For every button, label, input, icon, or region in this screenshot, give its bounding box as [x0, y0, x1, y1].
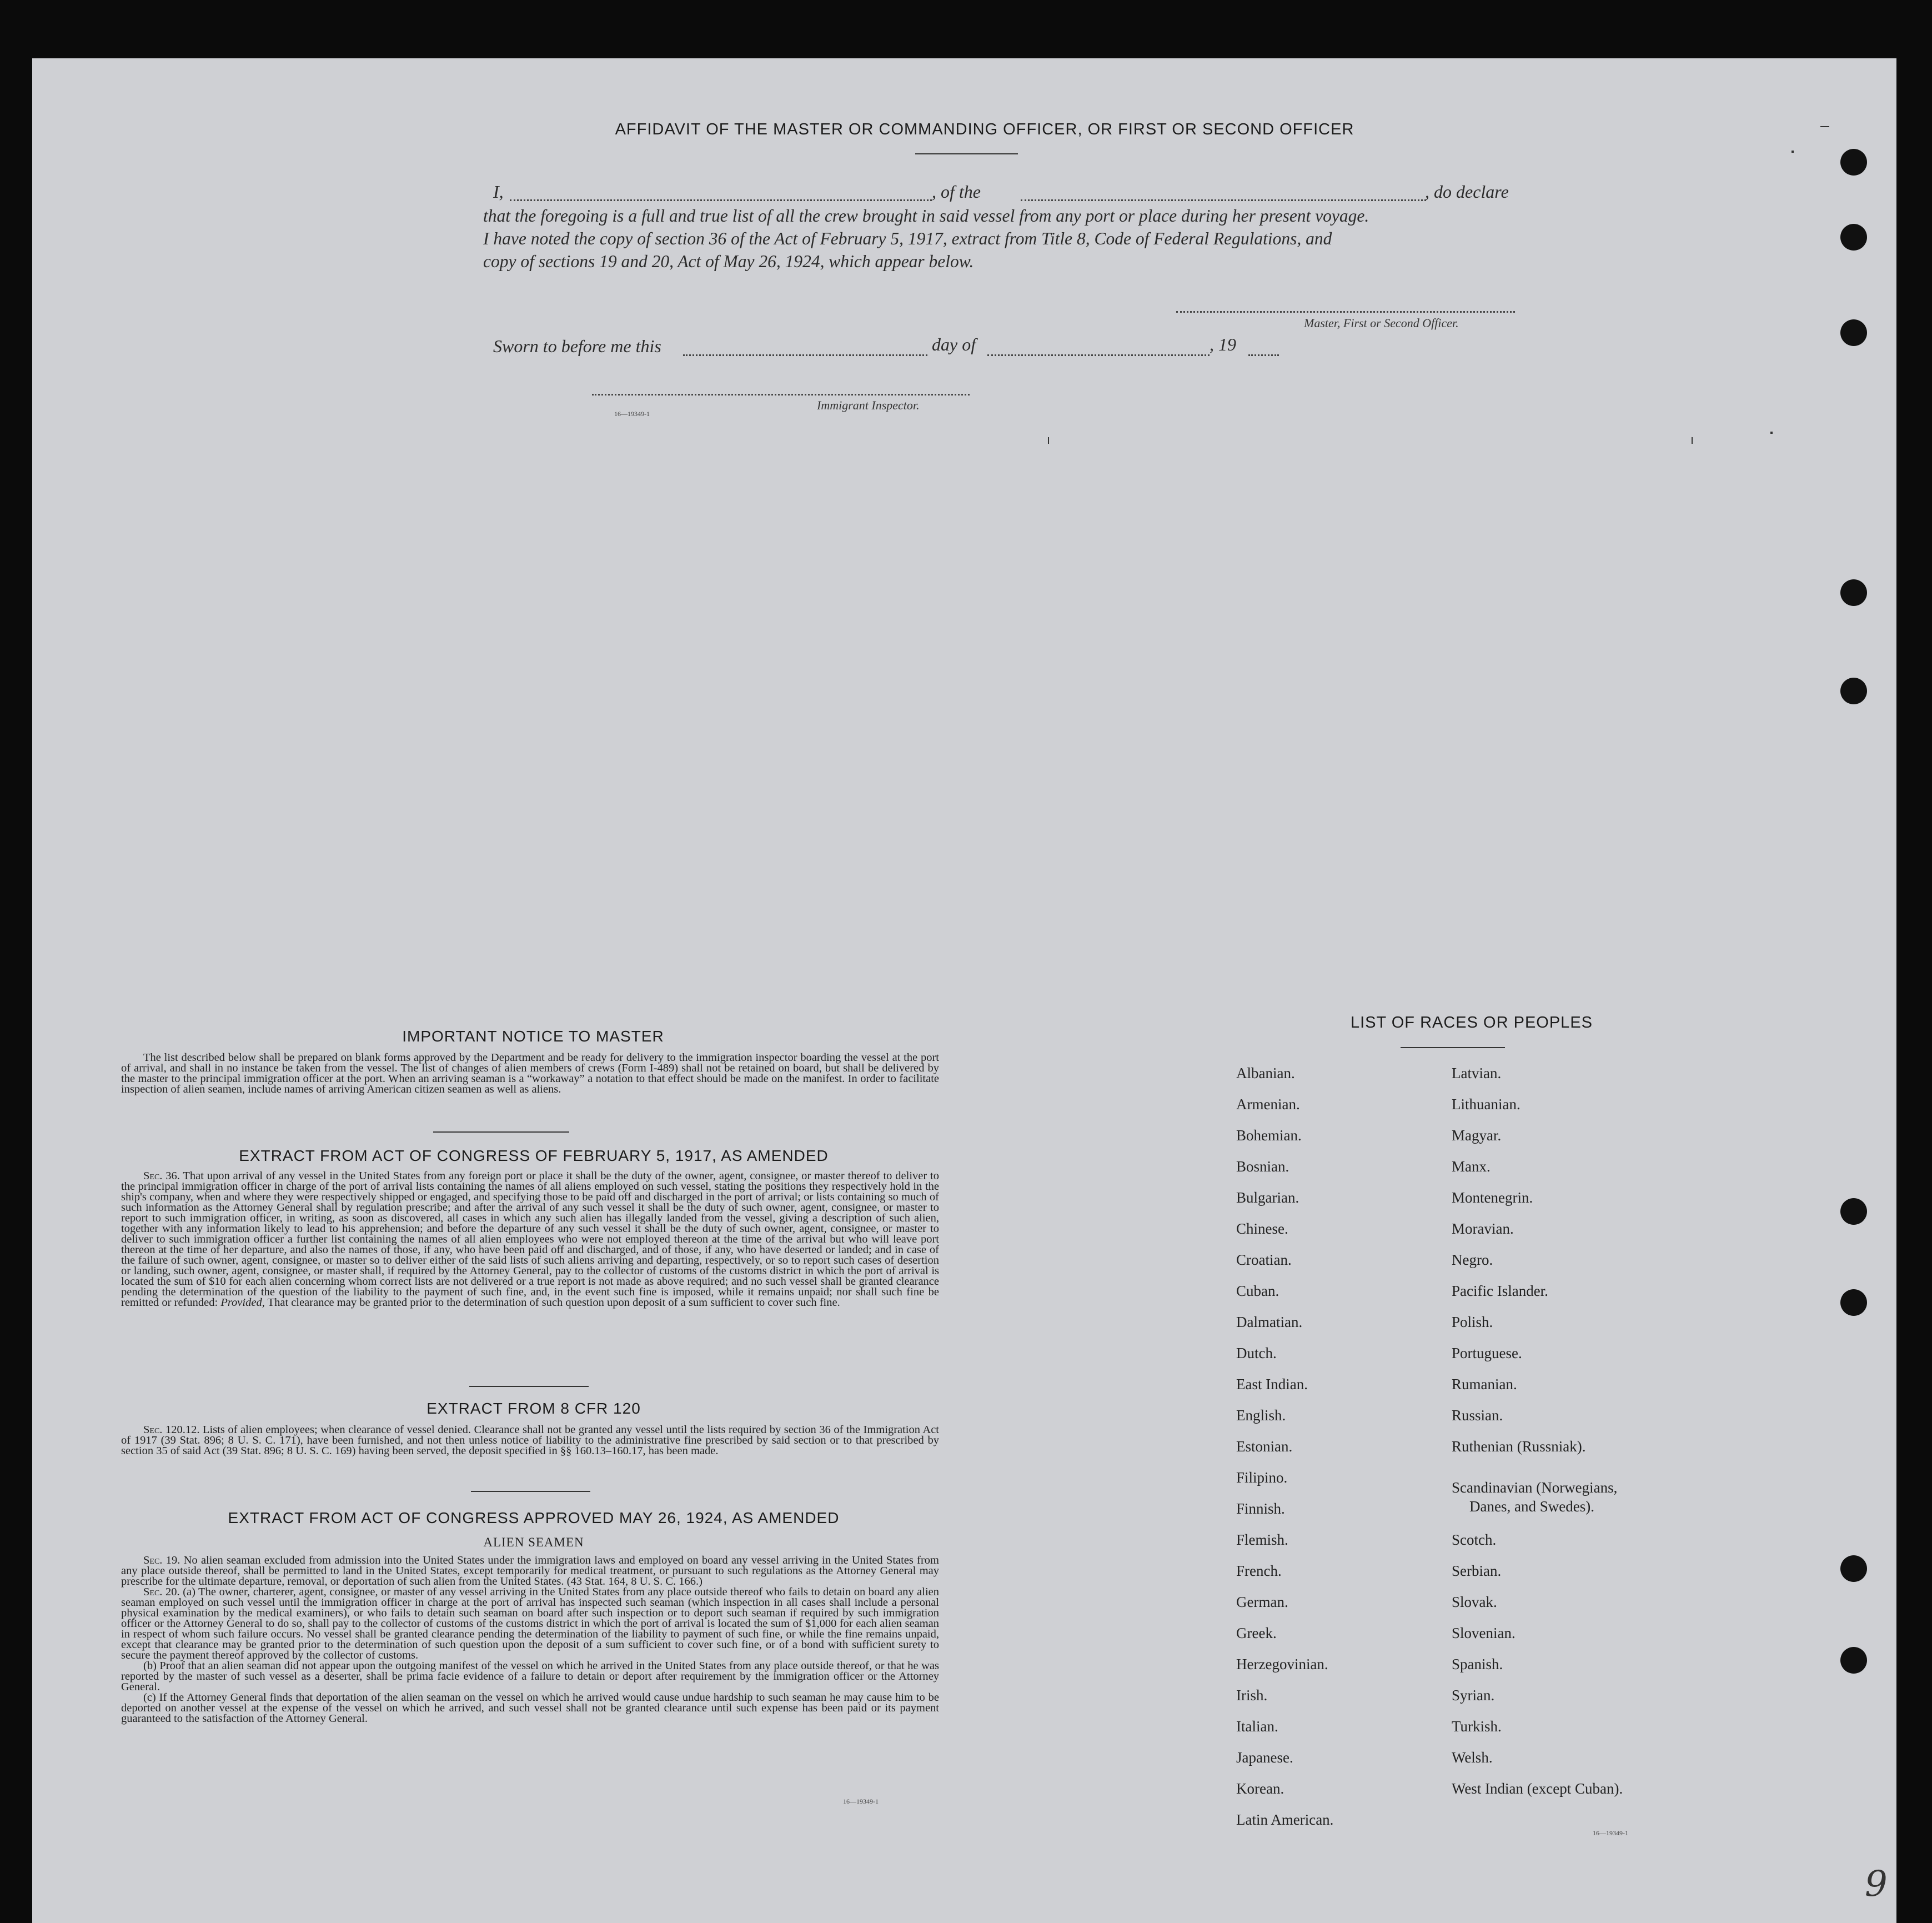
- scan-speck: [1820, 126, 1829, 127]
- race-flemish: Flemish.: [1236, 1531, 1288, 1548]
- notice-rule: [433, 1131, 569, 1133]
- race-manx: Manx.: [1452, 1158, 1491, 1175]
- provided-label: Provided,: [220, 1296, 265, 1309]
- extract-cfr-rule: [471, 1491, 590, 1492]
- race-slovenian: Slovenian.: [1452, 1625, 1516, 1641]
- race-greek: Greek.: [1236, 1625, 1277, 1641]
- punch-hole: [1840, 149, 1867, 176]
- scan-speck: [1770, 432, 1773, 434]
- race-serbian: Serbian.: [1452, 1563, 1502, 1579]
- punch-hole: [1840, 1555, 1867, 1582]
- punch-hole: [1840, 1647, 1867, 1674]
- punch-hole: [1840, 1289, 1867, 1316]
- sec-20a-body: (a) The owner, charterer, agent, consignee, or master of any vessel arriving in the United States from any place outside thereof who fails to detain on board any alien seaman employed on such vessel until the immigration officer in charge at the port of arrival has inspected such seaman (which inspection in all cases shall include a personal physical examination by the medical examiners), or who fails to detain such seaman on board after such inspection or to deport such seaman if required by such immigration officer or the Attorney General to do so, shall pay to the collector of customs of the customs district in which the port of arrival is located the sum of $1,000 for each alien seaman in respect of whom such failure occurs. No vessel shall be granted clearance pending the determination of the liability to payment of such fine, or while the fine remains unpaid, except that clearance may be granted prior to the determination of such question upon the deposit of a sum sufficient to cover such fine, or of a bond with sufficient surety to secure the payment thereof approved by the collector of customs.: [121, 1586, 940, 1661]
- races-title-rule: [1401, 1047, 1505, 1048]
- race-scandinavian: Scandinavian (Norwegians,: [1452, 1479, 1618, 1496]
- sec-20b-text: (b) Proof that an alien seaman did not appear upon the outgoing manifest of the vessel on which he arrived in the United States from any place outside thereof, or that he was reported by the master of such vessel as a deserter, shall be prima facie evidence of a failure to detain or deport after requirement by the immigration officer or the Attorney General.: [121, 1660, 939, 1693]
- sec-120-body: Lists of alien employees; when clearance of vessel denied. Clearance shall not be granted any vessel until the lists required by section 36 of the Immigration Act of 1917 (39 Stat. 896; 8 U. S. C. 171), have been furnished, and not then unless notice of liability to the administrative fine prescribed by said section or to that prescribed by section 35 of said Act (39 Stat. 896; 8 U. S. C. 169) having been served, the deposit specified in §§ 160.13–160.17, has been made.: [121, 1424, 939, 1457]
- proviso-text: That clearance may be granted prior to the determination of such question upon deposit of a sum sufficient to cover such fine.: [267, 1296, 840, 1309]
- extract-cfr-text: [121, 1425, 939, 1456]
- affidavit-form-number: 16—19349-1: [614, 410, 650, 418]
- extract-1917-title: EXTRACT FROM ACT OF CONGRESS OF FEBRUARY 5, 1917, AS AMENDED: [239, 1147, 829, 1164]
- race-negro: Negro.: [1452, 1251, 1493, 1268]
- extract-1917-text: [121, 1171, 939, 1308]
- race-ruthenian: Ruthenian (Russniak).: [1452, 1438, 1586, 1455]
- race-english: English.: [1236, 1407, 1286, 1424]
- race-moravian: Moravian.: [1452, 1220, 1514, 1237]
- extract-1924-title: EXTRACT FROM ACT OF CONGRESS APPROVED MAY 26, 1924, AS AMENDED: [228, 1509, 840, 1526]
- sworn-text-end: , 19: [1210, 334, 1236, 354]
- punch-hole: [1840, 1198, 1867, 1225]
- sworn-text-mid: day of: [932, 334, 976, 354]
- affidavit-title: AFFIDAVIT OF THE MASTER OR COMMANDING OFFICER, OR FIRST OR SECOND OFFICER: [615, 121, 1354, 138]
- punch-hole: [1840, 224, 1867, 251]
- vessel-name-blank[interactable]: [1021, 199, 1426, 201]
- race-turkish: Turkish.: [1452, 1718, 1502, 1735]
- punch-hole: [1840, 319, 1867, 346]
- race-irish: Irish.: [1236, 1687, 1268, 1704]
- race-bohemian: Bohemian.: [1236, 1127, 1302, 1144]
- race-scandinavian-cont: Danes, and Swedes).: [1469, 1498, 1594, 1515]
- race-portuguese: Portuguese.: [1452, 1345, 1522, 1361]
- race-rumanian: Rumanian.: [1452, 1376, 1517, 1393]
- race-pacific-islander: Pacific Islander.: [1452, 1283, 1548, 1299]
- race-spanish: Spanish.: [1452, 1656, 1503, 1672]
- extract-cfr-title: EXTRACT FROM 8 CFR 120: [426, 1400, 641, 1417]
- sec-120-label: Sec. 120.12.: [143, 1424, 200, 1436]
- sworn-month-blank[interactable]: [987, 354, 1210, 356]
- race-dalmatian: Dalmatian.: [1236, 1314, 1303, 1330]
- races-form-number: 16—19349-1: [1593, 1829, 1628, 1837]
- affidavit-line2: that the foregoing is a full and true list of all the crew brought in said vessel from any port or place during her present voyage.: [483, 206, 1369, 226]
- race-estonian: Estonian.: [1236, 1438, 1293, 1455]
- sec-19-text: [121, 1555, 939, 1587]
- handwritten-margin-note: 9: [1865, 1864, 1888, 1905]
- affidavit-line4: copy of sections 19 and 20, Act of May 26, 1924, which appear below.: [483, 252, 974, 271]
- race-japanese: Japanese.: [1236, 1749, 1293, 1766]
- document-sheet: [32, 58, 1896, 1923]
- race-herzegovinian: Herzegovinian.: [1236, 1656, 1328, 1672]
- alien-seamen-subtitle: ALIEN SEAMEN: [483, 1535, 584, 1549]
- race-italian: Italian.: [1236, 1718, 1278, 1735]
- race-croatian: Croatian.: [1236, 1251, 1292, 1268]
- sec-20c-text: (c) If the Attorney General finds that deportation of the alien seaman on the vessel on which he arrived would cause undue hardship to such seaman he may cause him to be deported on another vessel at the expense of the vessel on which he arrived, and such vessel shall not be granted clearance until such expense has been paid or its payment guaranteed to the satisfaction of the Attorney General.: [121, 1691, 939, 1725]
- affidavit-line3: I have noted the copy of section 36 of the Act of February 5, 1917, extract from Title 8, Code of Federal Regulations, and: [483, 229, 1332, 248]
- sec-19-label: Sec. 19.: [143, 1554, 180, 1566]
- affidavit-line1-end: , do declare: [1425, 182, 1509, 202]
- race-armenian: Armenian.: [1236, 1096, 1300, 1113]
- race-polish: Polish.: [1452, 1314, 1493, 1330]
- race-chinese: Chinese.: [1236, 1220, 1288, 1237]
- affidavit-title-rule: [915, 153, 1018, 154]
- race-albanian: Albanian.: [1236, 1065, 1295, 1081]
- race-syrian: Syrian.: [1452, 1687, 1495, 1704]
- notice-title: IMPORTANT NOTICE TO MASTER: [402, 1028, 664, 1045]
- race-german: German.: [1236, 1594, 1288, 1610]
- scan-speck: [1692, 437, 1693, 444]
- inspector-signature-blank[interactable]: [592, 394, 970, 395]
- punch-hole: [1840, 678, 1867, 704]
- affidavit-line1-mid: , of the: [932, 182, 981, 202]
- race-slovak: Slovak.: [1452, 1594, 1497, 1610]
- race-korean: Korean.: [1236, 1780, 1284, 1797]
- race-latvian: Latvian.: [1452, 1065, 1502, 1081]
- race-bosnian: Bosnian.: [1236, 1158, 1289, 1175]
- race-welsh: Welsh.: [1452, 1749, 1493, 1766]
- race-russian: Russian.: [1452, 1407, 1503, 1424]
- race-lithuanian: Lithuanian.: [1452, 1096, 1520, 1113]
- race-finnish: Finnish.: [1236, 1500, 1285, 1517]
- scan-speck: [1048, 437, 1049, 444]
- sec-36-label: Sec. 36.: [143, 1170, 180, 1182]
- extract-1924-form-number: 16—19349-1: [843, 1797, 879, 1805]
- races-title: LIST OF RACES OR PEOPLES: [1350, 1014, 1593, 1031]
- sworn-year-blank[interactable]: [1248, 354, 1279, 356]
- notice-text: The list described below shall be prepared on blank forms approved by the Department and be ready for delivery to the immigration inspector boarding the vessel at the port of arrival, and shall in no instance be taken from the vessel. The list of changes of alien members of crews (Form I-489) shall not be retained on board, but shall be delivered by the master to the principal immigration officer at the port. When an arriving seaman is a “workaway” a notation to that effect should be made on the manifest. In order to facilitate inspection of alien seamen, include names of arriving American citizen seamen as well as aliens.: [121, 1051, 939, 1095]
- race-filipino: Filipino.: [1236, 1469, 1288, 1486]
- affidavit-line1-start: I,: [493, 182, 504, 202]
- race-cuban: Cuban.: [1236, 1283, 1279, 1299]
- declarant-name-blank[interactable]: [510, 199, 932, 201]
- race-bulgarian: Bulgarian.: [1236, 1189, 1299, 1206]
- race-latin-american: Latin American.: [1236, 1811, 1334, 1828]
- race-west-indian: West Indian (except Cuban).: [1452, 1780, 1623, 1797]
- sworn-day-blank[interactable]: [683, 354, 927, 356]
- master-signature-label: Master, First or Second Officer.: [1304, 316, 1459, 330]
- scan-speck: [1792, 151, 1794, 153]
- sworn-text-start: Sworn to before me this: [493, 336, 661, 356]
- race-dutch: Dutch.: [1236, 1345, 1277, 1361]
- sec-19-body: No alien seaman excluded from admission into the United States under the immigration laws and employed on board any vessel arriving in the United States from any place outside thereof, shall be permitted to land in the United States, except temporarily for medical treatment, or pursuant to such regulations as the Attorney General may prescribe for the ultimate departure, removal, or deportation of such alien from the United States. (43 Stat. 164, 8 U. S. C. 166.): [121, 1554, 940, 1588]
- punch-hole: [1840, 579, 1867, 606]
- sec-20a-text: [121, 1587, 939, 1661]
- race-magyar: Magyar.: [1452, 1127, 1502, 1144]
- race-east-indian: East Indian.: [1236, 1376, 1308, 1393]
- extract-1917-rule: [469, 1386, 589, 1387]
- sec-20-label: Sec. 20.: [143, 1586, 180, 1598]
- inspector-label: Immigrant Inspector.: [817, 398, 920, 412]
- race-montenegrin: Montenegrin.: [1452, 1189, 1533, 1206]
- master-signature-blank[interactable]: [1176, 311, 1515, 313]
- race-scotch: Scotch.: [1452, 1531, 1497, 1548]
- sec-36-body: That upon arrival of any vessel in the United States from any foreign port or place it shall be the duty of the owner, agent, consignee, or master thereof to deliver to the principal immigration officer in charge of the port of arrival lists containing the names of all aliens employed on such vessel, stating the positions they respectively hold in the ship's company, when and where they were respectively shipped or engaged, and specifying those to be paid off and discharged in the port of arrival; or lists containing so much of such information as the Attorney General shall by regulation prescribe; and after the arrival of any such vessel it shall be the duty of such owner, agent, consignee, or master to report to such immigration officer, in writing, as soon as discovered, all cases in which any such alien has illegally landed from the vessel, giving a description of such alien, together with any information likely to lead to his apprehension; and before the departure of any such vessel it shall be the duty of such owner, agent, consignee, or master to deliver to such immigration officer a further list containing the names of all alien employees who were not employed thereon at the time of the arrival but who will leave port thereon at the time of her departure, and also the names of those, if any, who have been paid off and discharged, and of those, if any, who have deserted or landed; and in case of the failure of such owner, agent, consignee, or master so to deliver either of the said lists of such aliens arriving and departing, respectively, or so to report such cases of desertion or landing, such owner, agent, consignee, or master shall, if required by the Attorney General, pay to the collector of customs of the customs district in which the port of arrival is located the sum of $10 for each alien concerning whom correct lists are not delivered or a true report is not made as above required; and no such vessel shall be granted clearance pending the determination of the question of the liability to the payment of such fine, and, in the event such fine is imposed, while it remains unpaid; nor shall such fine be remitted or refunded:: [121, 1170, 939, 1309]
- race-french: French.: [1236, 1563, 1282, 1579]
